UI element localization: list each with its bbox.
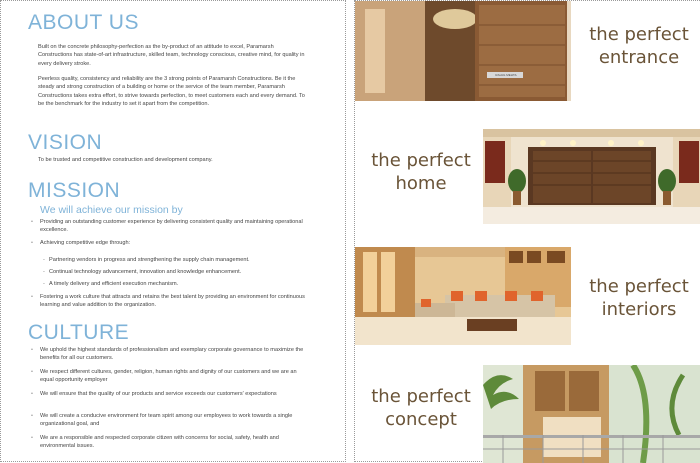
- culture-item: • We will ensure that the quality of our products and service exceeds our customers' expectations: [31, 391, 277, 397]
- mission-subitem: - A timely delivery and efficient execution mechanism.: [43, 281, 179, 287]
- entrance-photo-graphic: [355, 1, 571, 101]
- vision-text: To be trusted and competitive construction and development company.: [38, 157, 213, 163]
- entrance-photo: [355, 1, 571, 101]
- about-heading: ABOUT US: [28, 11, 139, 34]
- caption-entrance-line1: the perfect: [589, 24, 689, 45]
- caption-entrance-line2: entrance: [598, 47, 680, 68]
- interiors-photo: [355, 247, 571, 345]
- caption-home: [359, 149, 483, 195]
- caption-entrance: [577, 23, 700, 69]
- culture-item: • We will create a conducive environment for team spirit among our employees to work towards a single organizational goal, and: [31, 413, 293, 428]
- left-page: [0, 0, 346, 462]
- vision-heading: VISION: [28, 131, 103, 154]
- home-photo: [483, 129, 700, 224]
- right-page: [354, 0, 700, 462]
- concept-photo: [483, 365, 700, 463]
- mission-item: • Fostering a work culture that attracts and retains the best talent by providing an environment for continuous learning and value addition to the organization.: [31, 294, 305, 309]
- mission-item: • Providing an outstanding customer experience by delivering consistent quality and maintaining operational excellence.: [31, 219, 303, 234]
- caption-interiors-line1: the perfect: [589, 276, 689, 297]
- mission-item: • Achieving competitive edge through:: [31, 240, 131, 246]
- caption-concept-line1: the perfect: [371, 386, 471, 407]
- culture-item: • We uphold the highest standards of professionalism and exemplary corporate governance to maximize the benefits for all our customers.: [31, 347, 304, 362]
- caption-concept-line2: concept: [385, 409, 457, 430]
- mission-heading: MISSION: [28, 179, 121, 202]
- culture-item: • We are a responsible and respected corporate citizen with concerns for social, safety, health and environmental issues.: [31, 435, 279, 450]
- caption-interiors-line2: interiors: [601, 299, 677, 320]
- concept-photo-graphic: [483, 365, 700, 463]
- caption-home-line2: home: [395, 173, 447, 194]
- interiors-photo-graphic: [355, 247, 571, 345]
- mission-subtitle: We will achieve our mission by: [40, 204, 183, 216]
- about-paragraph-1: Built on the concrete philosophy-perfection as the by-product of an attitude to excel, Paramarsh Constructions has state-of-art infrastructure, skilled team, technology conscious, creative mind, for quality in every delivery stroke.: [38, 44, 305, 67]
- mission-subitem: - Continual technology advancement, innovation and knowledge enhancement.: [43, 269, 242, 275]
- culture-item: • We respect different cultures, gender, religion, human rights and dignity of our customers and we are an equal opportunity employer: [31, 369, 297, 384]
- caption-interiors: [577, 275, 700, 321]
- home-photo-graphic: [483, 129, 700, 224]
- about-paragraph-2: Peerless quality, consistency and reliability are the 3 strong points of Paramarsh Constructions. Be it the steady and strong construction of a building or home or the service of the team member, Paramarsh Constructions takes extra effort, to strive towards perfection, to meet customers each and every demand. To be the benchmark for the industry to set it apart from the competition.: [38, 76, 305, 108]
- mission-subitem: - Partnering vendors in progress and strengthening the supply chain management.: [43, 257, 250, 263]
- door-plate-text: RAHUL MEHTA: [495, 73, 517, 77]
- caption-home-line1: the perfect: [371, 150, 471, 171]
- caption-concept: [359, 385, 483, 431]
- culture-heading: CULTURE: [28, 321, 130, 344]
